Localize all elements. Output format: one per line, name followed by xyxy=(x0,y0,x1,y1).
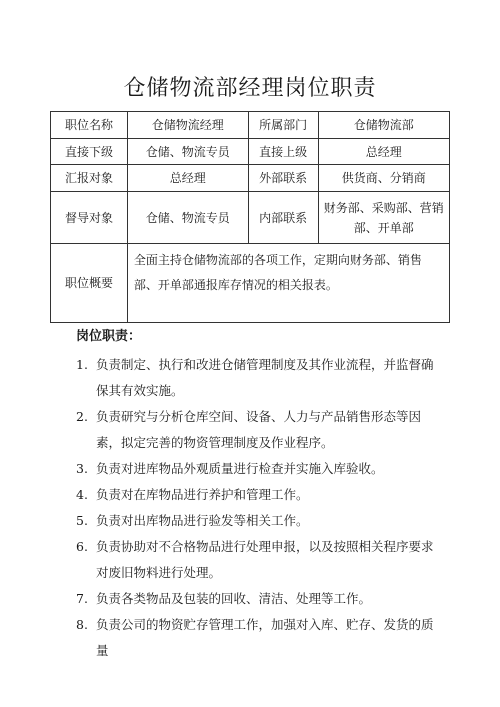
duties-heading: 岗位职责： xyxy=(76,329,142,344)
value-job-title: 仓储物流经理 xyxy=(127,112,248,139)
item-text: 负责制定、执行和改进仓储管理制度及其作业流程，并监督确保其有效实施。 xyxy=(96,357,434,398)
table-row xyxy=(51,139,450,165)
item-number: 4. xyxy=(76,487,88,502)
item-text: 负责对在库物品进行养护和管理工作。 xyxy=(96,487,309,502)
value-superior: 总经理 xyxy=(318,139,449,165)
label-external-contact: 外部联系 xyxy=(248,165,318,192)
list-item xyxy=(76,404,436,456)
label-department: 所属部门 xyxy=(248,112,318,139)
item-text: 负责各类物品及包装的回收、清洁、处理等工作。 xyxy=(96,591,372,606)
table-row xyxy=(51,112,450,139)
value-external-contact: 供货商、分销商 xyxy=(318,165,449,192)
item-text: 负责协助对不合格物品进行处理申报，以及按照相关程序要求对废旧物料进行处理。 xyxy=(96,539,434,580)
item-text: 负责公司的物资贮存管理工作，加强对入库、贮存、发货的质量 xyxy=(96,617,434,658)
document-title: 仓储物流部经理岗位职责 xyxy=(123,76,377,101)
item-text: 负责对出库物品进行验发等相关工作。 xyxy=(96,513,309,528)
label-superior: 直接上级 xyxy=(248,139,318,165)
list-item xyxy=(76,482,436,508)
table-row xyxy=(51,192,450,244)
table-row xyxy=(51,165,450,192)
item-number: 1. xyxy=(76,357,88,372)
value-internal-contact: 财务部、采购部、营销部、开单部 xyxy=(318,192,449,244)
label-internal-contact: 内部联系 xyxy=(248,192,318,244)
list-item xyxy=(76,508,436,534)
list-item xyxy=(76,586,436,612)
list-item xyxy=(76,612,436,664)
value-subordinate: 仓储、物流专员 xyxy=(127,139,248,165)
value-report-to: 总经理 xyxy=(127,165,248,192)
value-department: 仓储物流部 xyxy=(318,112,449,139)
table-row xyxy=(51,244,450,323)
label-report-to: 汇报对象 xyxy=(51,165,128,192)
label-overview: 职位概要 xyxy=(51,244,128,323)
list-item xyxy=(76,456,436,482)
value-supervise: 仓储、物流专员 xyxy=(127,192,248,244)
item-number: 8. xyxy=(76,617,88,632)
list-item xyxy=(76,352,436,404)
item-number: 3. xyxy=(76,461,88,476)
label-supervise: 督导对象 xyxy=(51,192,128,244)
item-number: 7. xyxy=(76,591,88,606)
item-number: 6. xyxy=(76,539,88,554)
job-info-table xyxy=(50,111,450,323)
duties-list xyxy=(76,352,436,664)
label-job-title: 职位名称 xyxy=(51,112,128,139)
list-item xyxy=(76,534,436,586)
item-text: 负责研究与分析仓库空间、设备、人力与产品销售形态等因素，拟定完善的物资管理制度及作业程序。 xyxy=(96,409,422,450)
label-subordinate: 直接下级 xyxy=(51,139,128,165)
item-number: 2. xyxy=(76,409,88,424)
item-number: 5. xyxy=(76,513,88,528)
value-overview: 全面主持仓储物流部的各项工作，定期向财务部、销售部、开单部通报库存情况的相关报表。 xyxy=(127,244,449,323)
item-text: 负责对进库物品外观质量进行检查并实施入库验收。 xyxy=(96,461,384,476)
